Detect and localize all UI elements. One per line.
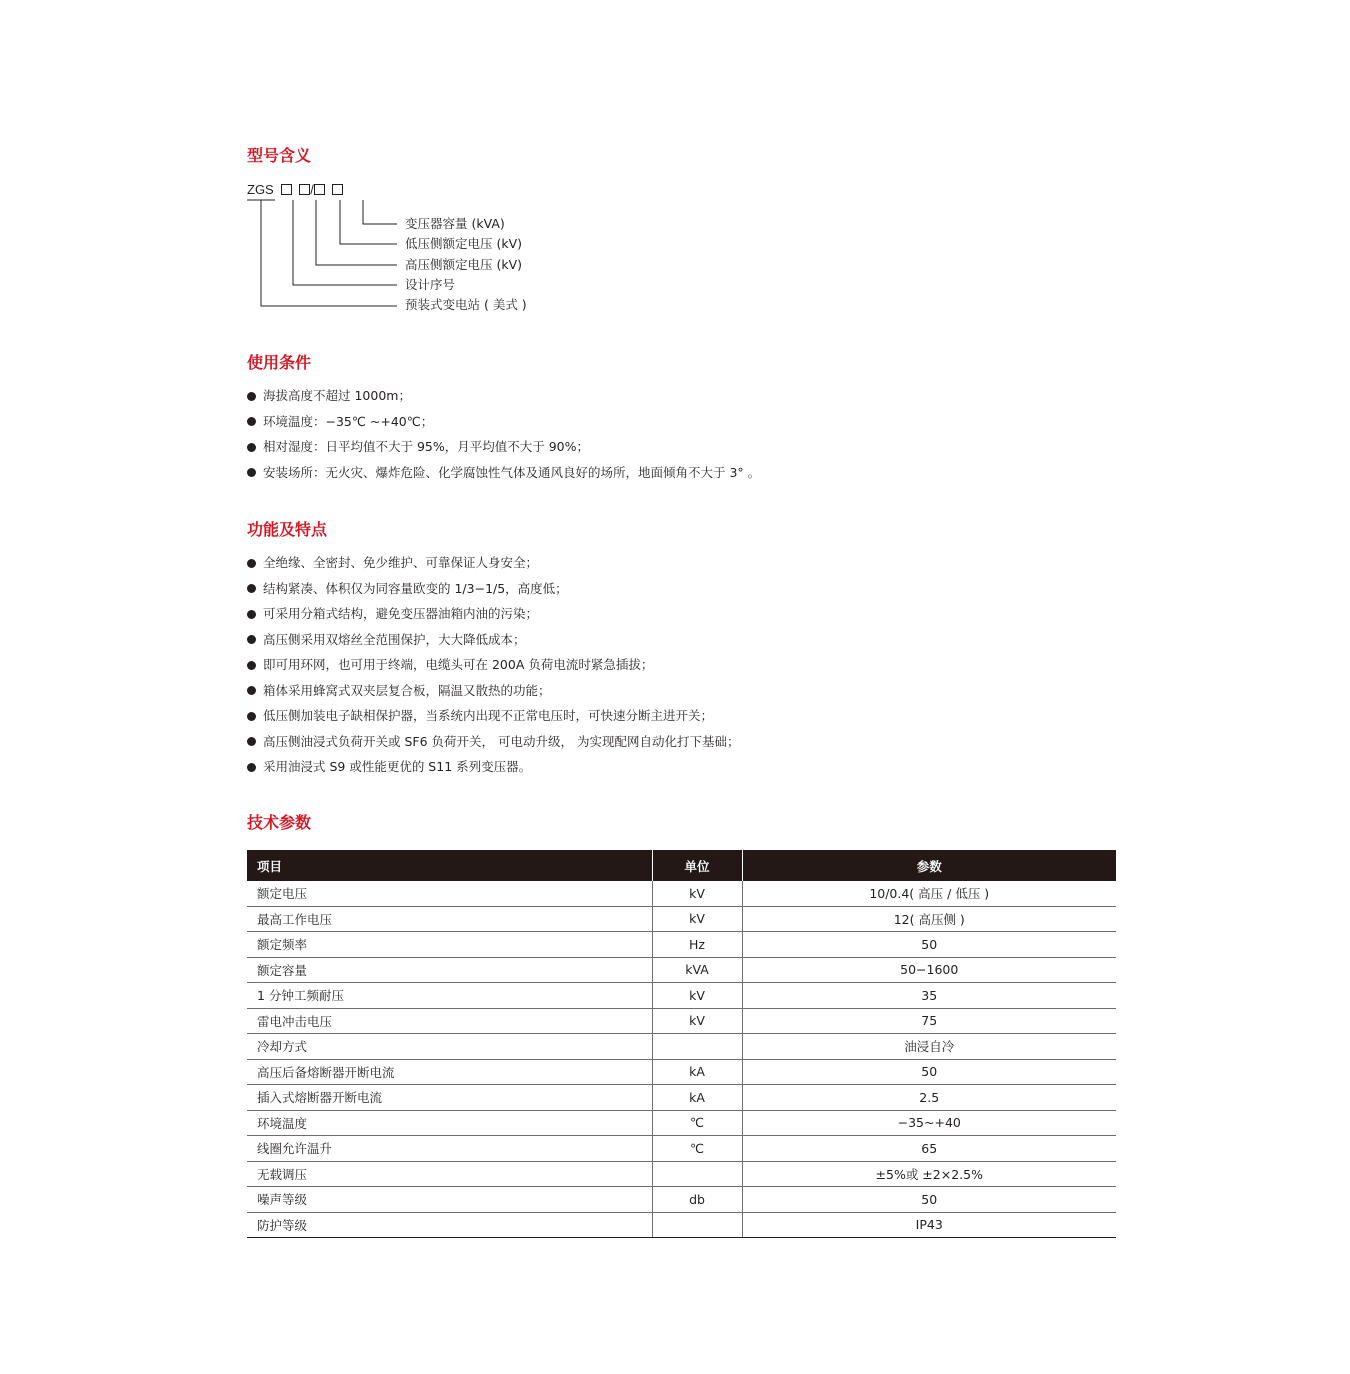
- cell-value: 50−1600: [742, 957, 1116, 983]
- bullet-icon: [247, 417, 256, 426]
- bullet-icon: [247, 635, 256, 644]
- cell-value: 10/0.4( 高压 / 低压 ): [742, 881, 1116, 906]
- cell-item: 防护等级: [247, 1212, 652, 1238]
- bullet-icon: [247, 686, 256, 695]
- list-item: 海拔高度不超过 1000m；: [247, 388, 760, 404]
- cell-unit: Hz: [652, 932, 742, 958]
- cell-unit: [652, 1161, 742, 1187]
- section-title-features: 功能及特点: [247, 520, 328, 539]
- cell-value: 35: [742, 983, 1116, 1009]
- diagram-label-hv: 高压侧额定电压 (kV): [405, 257, 523, 272]
- table-row: [247, 983, 1116, 1009]
- features-list: [247, 555, 739, 775]
- list-item: 环境温度：−35℃ ~+40℃；: [247, 414, 760, 430]
- bullet-icon: [247, 712, 256, 721]
- bullet-icon: [247, 763, 256, 772]
- model-code-slash: /: [310, 182, 314, 197]
- cell-item: 最高工作电压: [247, 906, 652, 932]
- cell-item: 线圈允许温升: [247, 1136, 652, 1162]
- cell-item: 环境温度: [247, 1110, 652, 1136]
- diagram-label-lv: 低压侧额定电压 (kV): [405, 236, 523, 251]
- table-row: [247, 1110, 1116, 1136]
- cell-item: 冷却方式: [247, 1034, 652, 1060]
- list-item: 采用油浸式 S9 或性能更优的 S11 系列变压器。: [247, 759, 739, 775]
- table-row: [247, 881, 1116, 906]
- column-header-item: 项目: [247, 850, 652, 881]
- table-row: [247, 1034, 1116, 1060]
- cell-item: 插入式熔断器开断电流: [247, 1085, 652, 1111]
- cell-unit: kVA: [652, 957, 742, 983]
- diagram-label-substation: 预装式变电站 ( 美式 ): [405, 297, 527, 312]
- section-title-model: 型号含义: [247, 146, 312, 165]
- list-item: 即可用环网，也可用于终端，电缆头可在 200A 负荷电流时紧急插拔；: [247, 657, 739, 673]
- model-code-diagram: [0, 0, 1350, 330]
- cell-item: 高压后备熔断器开断电流: [247, 1059, 652, 1085]
- list-item: 结构紧凑、体积仅为同容量欧变的 1/3−1/5，高度低；: [247, 581, 739, 597]
- cell-value: IP43: [742, 1212, 1116, 1238]
- cell-unit: kV: [652, 881, 742, 906]
- cell-unit: [652, 1034, 742, 1060]
- list-item: 低压侧加装电子缺相保护器，当系统内出现不正常电压时，可快速分断主进开关；: [247, 708, 739, 724]
- diagram-label-capacity: 变压器容量 (kVA): [405, 216, 505, 231]
- table-row: [247, 1136, 1116, 1162]
- cell-unit: [652, 1212, 742, 1238]
- table-row: [247, 932, 1116, 958]
- table-row: [247, 1212, 1116, 1238]
- cell-item: 噪声等级: [247, 1187, 652, 1213]
- table-row: [247, 1161, 1116, 1187]
- list-item: 箱体采用蜂窝式双夹层复合板，隔温又散热的功能；: [247, 683, 739, 699]
- table-row: [247, 1085, 1116, 1111]
- cell-value: 2.5: [742, 1085, 1116, 1111]
- cell-unit: kV: [652, 906, 742, 932]
- cell-value: 50: [742, 1059, 1116, 1085]
- table-row: [247, 1187, 1116, 1213]
- section-title-conditions: 使用条件: [247, 353, 312, 372]
- conditions-list: [247, 388, 760, 481]
- section-title-specs: 技术参数: [247, 813, 312, 832]
- list-item: 全绝缘、全密封、免少维护、可靠保证人身安全；: [247, 555, 739, 571]
- connector-line-hv: [316, 200, 397, 265]
- cell-value: ±5%或 ±2×2.5%: [742, 1161, 1116, 1187]
- table-row: [247, 906, 1116, 932]
- table-row: [247, 1008, 1116, 1034]
- cell-item: 额定频率: [247, 932, 652, 958]
- cell-unit: kA: [652, 1059, 742, 1085]
- table-row: [247, 1059, 1116, 1085]
- cell-item: 无载调压: [247, 1161, 652, 1187]
- cell-unit: kV: [652, 983, 742, 1009]
- bullet-icon: [247, 443, 256, 452]
- cell-value: 65: [742, 1136, 1116, 1162]
- list-item: 安装场所：无火灾、爆炸危险、化学腐蚀性气体及通风良好的场所，地面倾角不大于 3° 。: [247, 465, 760, 481]
- cell-item: 1 分钟工频耐压: [247, 983, 652, 1009]
- cell-value: 75: [742, 1008, 1116, 1034]
- bullet-icon: [247, 584, 256, 593]
- cell-value: 12( 高压侧 ): [742, 906, 1116, 932]
- list-item: 可采用分箱式结构，避免变压器油箱内油的污染；: [247, 606, 739, 622]
- bullet-icon: [247, 392, 256, 401]
- table-row: [247, 957, 1116, 983]
- cell-item: 额定容量: [247, 957, 652, 983]
- cell-value: 50: [742, 1187, 1116, 1213]
- list-item: 高压侧油浸式负荷开关或 SF6 负荷开关， 可电动升级， 为实现配网自动化打下基础；: [247, 734, 739, 750]
- bullet-icon: [247, 661, 256, 670]
- connector-line-lv: [340, 200, 397, 244]
- cell-unit: kA: [652, 1085, 742, 1111]
- specs-table: [247, 850, 1116, 1238]
- cell-unit: ℃: [652, 1110, 742, 1136]
- diagram-label-design: 设计序号: [405, 277, 456, 292]
- table-header-row: [247, 850, 1116, 881]
- bullet-icon: [247, 468, 256, 477]
- cell-item: 额定电压: [247, 881, 652, 906]
- list-item: 高压侧采用双熔丝全范围保护，大大降低成本；: [247, 632, 739, 648]
- cell-value: 油浸自冷: [742, 1034, 1116, 1060]
- cell-value: −35~+40: [742, 1110, 1116, 1136]
- connector-line-substation: [261, 200, 397, 306]
- cell-unit: kV: [652, 1008, 742, 1034]
- cell-value: 50: [742, 932, 1116, 958]
- column-header-unit: 单位: [652, 850, 742, 881]
- cell-unit: db: [652, 1187, 742, 1213]
- cell-item: 雷电冲击电压: [247, 1008, 652, 1034]
- bullet-icon: [247, 737, 256, 746]
- bullet-icon: [247, 559, 256, 568]
- list-item: 相对湿度：日平均值不大于 95%，月平均值不大于 90%；: [247, 439, 760, 455]
- cell-unit: ℃: [652, 1136, 742, 1162]
- model-code-prefix: ZGS: [247, 182, 274, 197]
- column-header-value: 参数: [742, 850, 1116, 881]
- connector-line-design: [293, 200, 397, 285]
- connector-line-capacity: [363, 200, 397, 224]
- bullet-icon: [247, 610, 256, 619]
